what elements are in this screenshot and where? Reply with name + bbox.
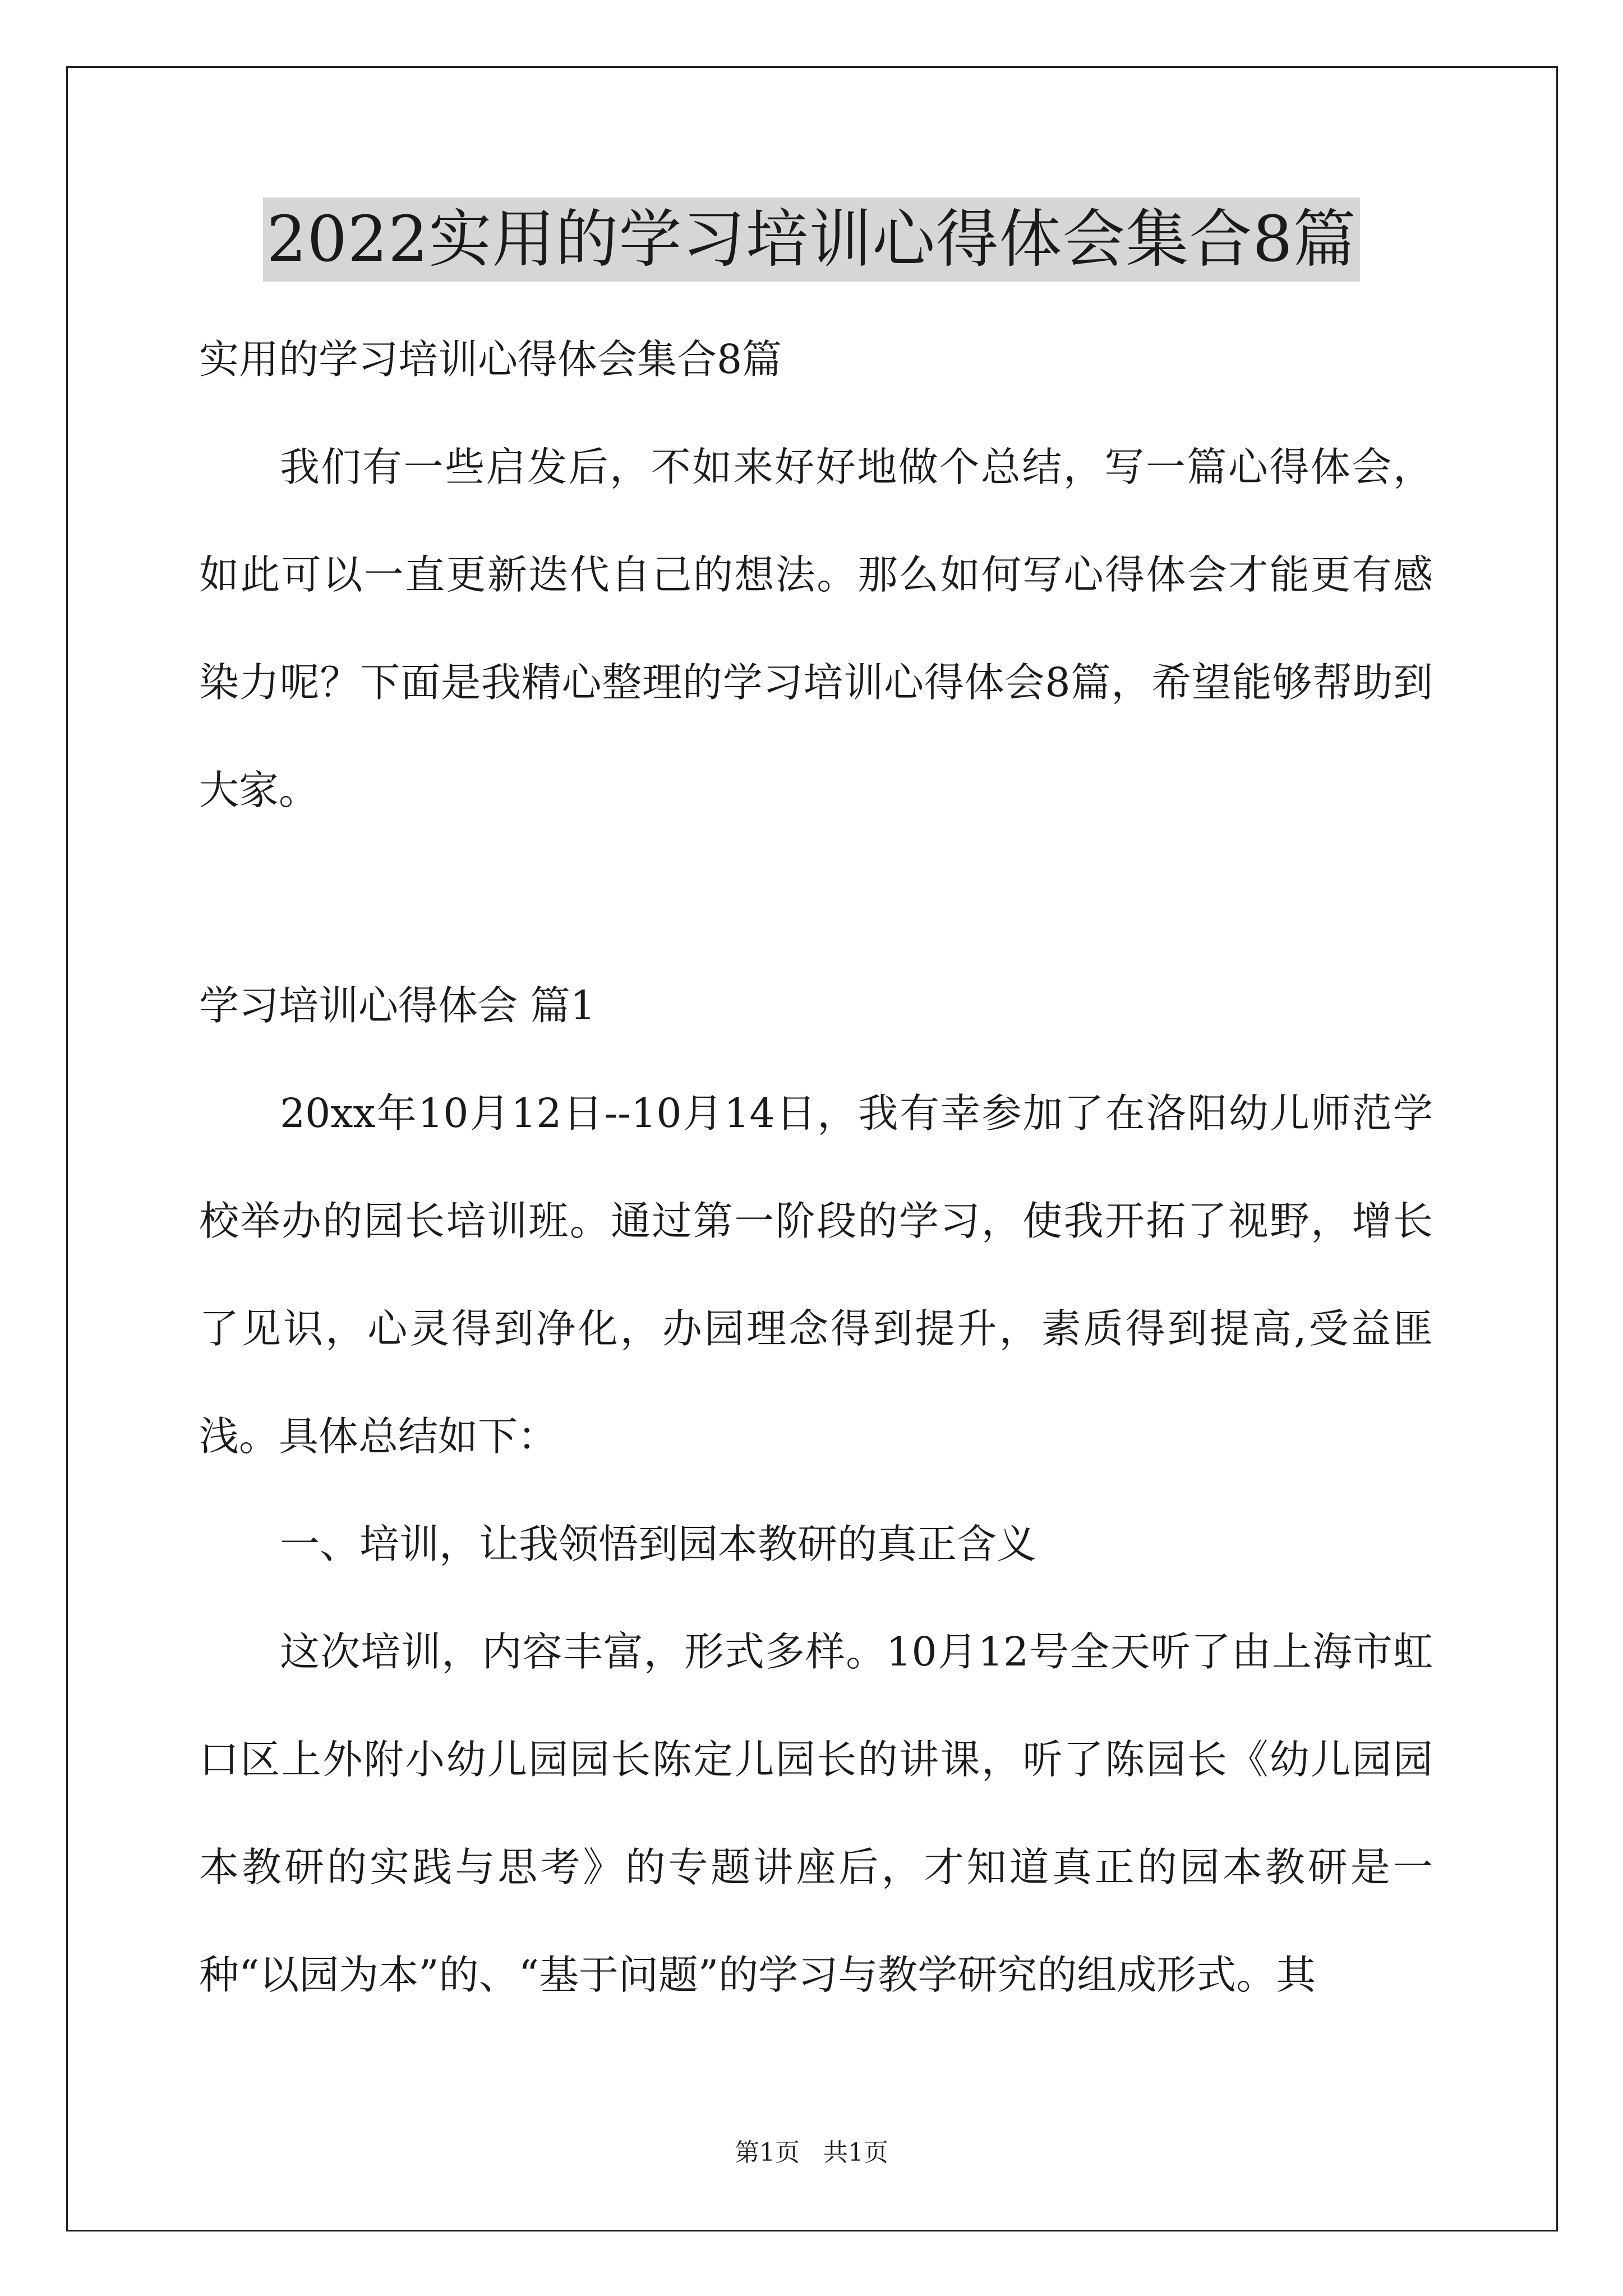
title-container — [0, 197, 1623, 282]
intro-paragraph: 我们有一些启发后，不如来好好地做个总结，写一篇心得体会，如此可以一直更新迭代自己的想法。那么如何写心得体会才能更有感染力呢？下面是我精心整理的学习培训心得体会8篇，希望能够帮助到大家。 — [199, 444, 1433, 813]
document-subtitle: 实用的学习培训心得体会集合8篇 — [199, 336, 782, 383]
document-body — [199, 306, 1433, 2029]
body-paragraph-1: 20xx年10月12日--10月14日，我有幸参加了在洛阳幼儿师范学校举办的园长培训班。通过第一阶段的学习，使我开拓了视野，增长了见识，心灵得到净化，办园理念得到提升，素质得到提高,受益匪浅。具体总结如下： — [199, 1090, 1433, 1460]
body-paragraph-2: 这次培训，内容丰富，形式多样。10月12号全天听了由上海市虹口区上外附小幼儿园园长陈定儿园长的讲课，听了陈园长《幼儿园园本教研的实践与思考》的专题讲座后，才知道真正的园本教研是一种“以园为本”的、“基于问题”的学习与教学研究的组成形式。其 — [199, 1628, 1433, 1998]
document-title: 2022实用的学习培训心得体会集合8篇 — [263, 197, 1359, 282]
section-heading: 学习培训心得体会 篇1 — [199, 982, 596, 1029]
page-footer: 第1页 共1页 — [735, 2138, 888, 2167]
point-heading-1: 一、培训，让我领悟到园本教研的真正含义 — [280, 1521, 1037, 1567]
